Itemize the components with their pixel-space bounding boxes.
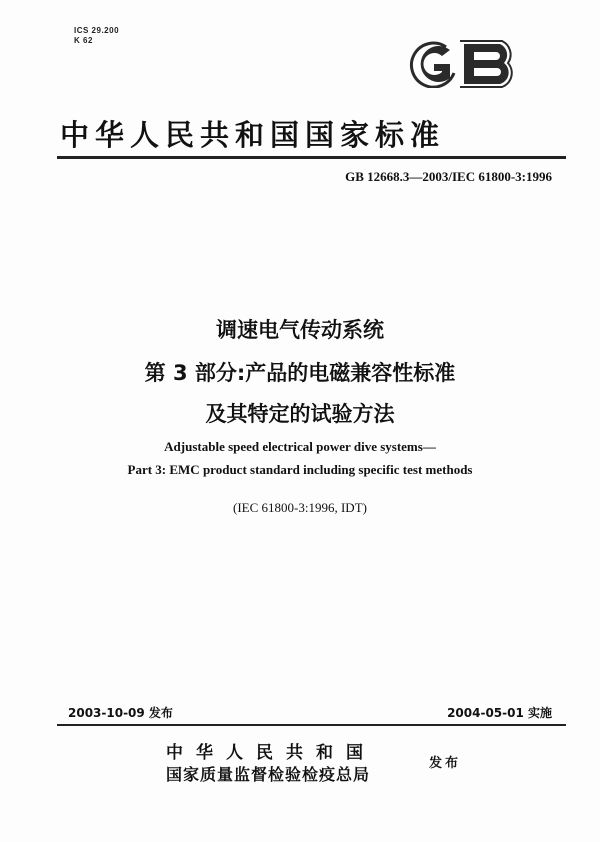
issuing-authority [166,742,376,786]
footer-divider [57,724,566,726]
ics-code: ICS 29.200 [74,26,120,35]
issuer-line-2: 国家质量监督检验检疫总局 [166,765,371,784]
standard-number: GB 12668.3—2003/IEC 61800-3:1996 [345,169,552,184]
issued-label: 发布 [429,756,462,771]
en-title-line-1: Adjustable speed electrical power dive systems— [164,439,436,454]
standard-category-title: 中华人民共和国国家标准 [60,118,446,152]
en-title-line-2: Part 3: EMC product standard including specific test methods [127,462,473,477]
header-divider [57,156,566,159]
cn-title-line-3: 及其特定的试验方法 [205,402,395,426]
ccs-code: K 62 [74,36,93,45]
cn-title-line-1: 调速电气传动系统 [216,318,384,342]
classification-codes [74,26,119,46]
cn-title-line-2: 第 3 部分:产品的电磁兼容性标准 [144,361,456,385]
implementation-date: 2004-05-01 实施 [447,706,552,720]
iec-reference: (IEC 61800-3:1996, IDT) [233,500,367,515]
issuer-line-1: 中华人民共和国 [166,743,376,763]
publication-date: 2003-10-09 发布 [68,706,173,720]
gb-logo [400,40,528,88]
